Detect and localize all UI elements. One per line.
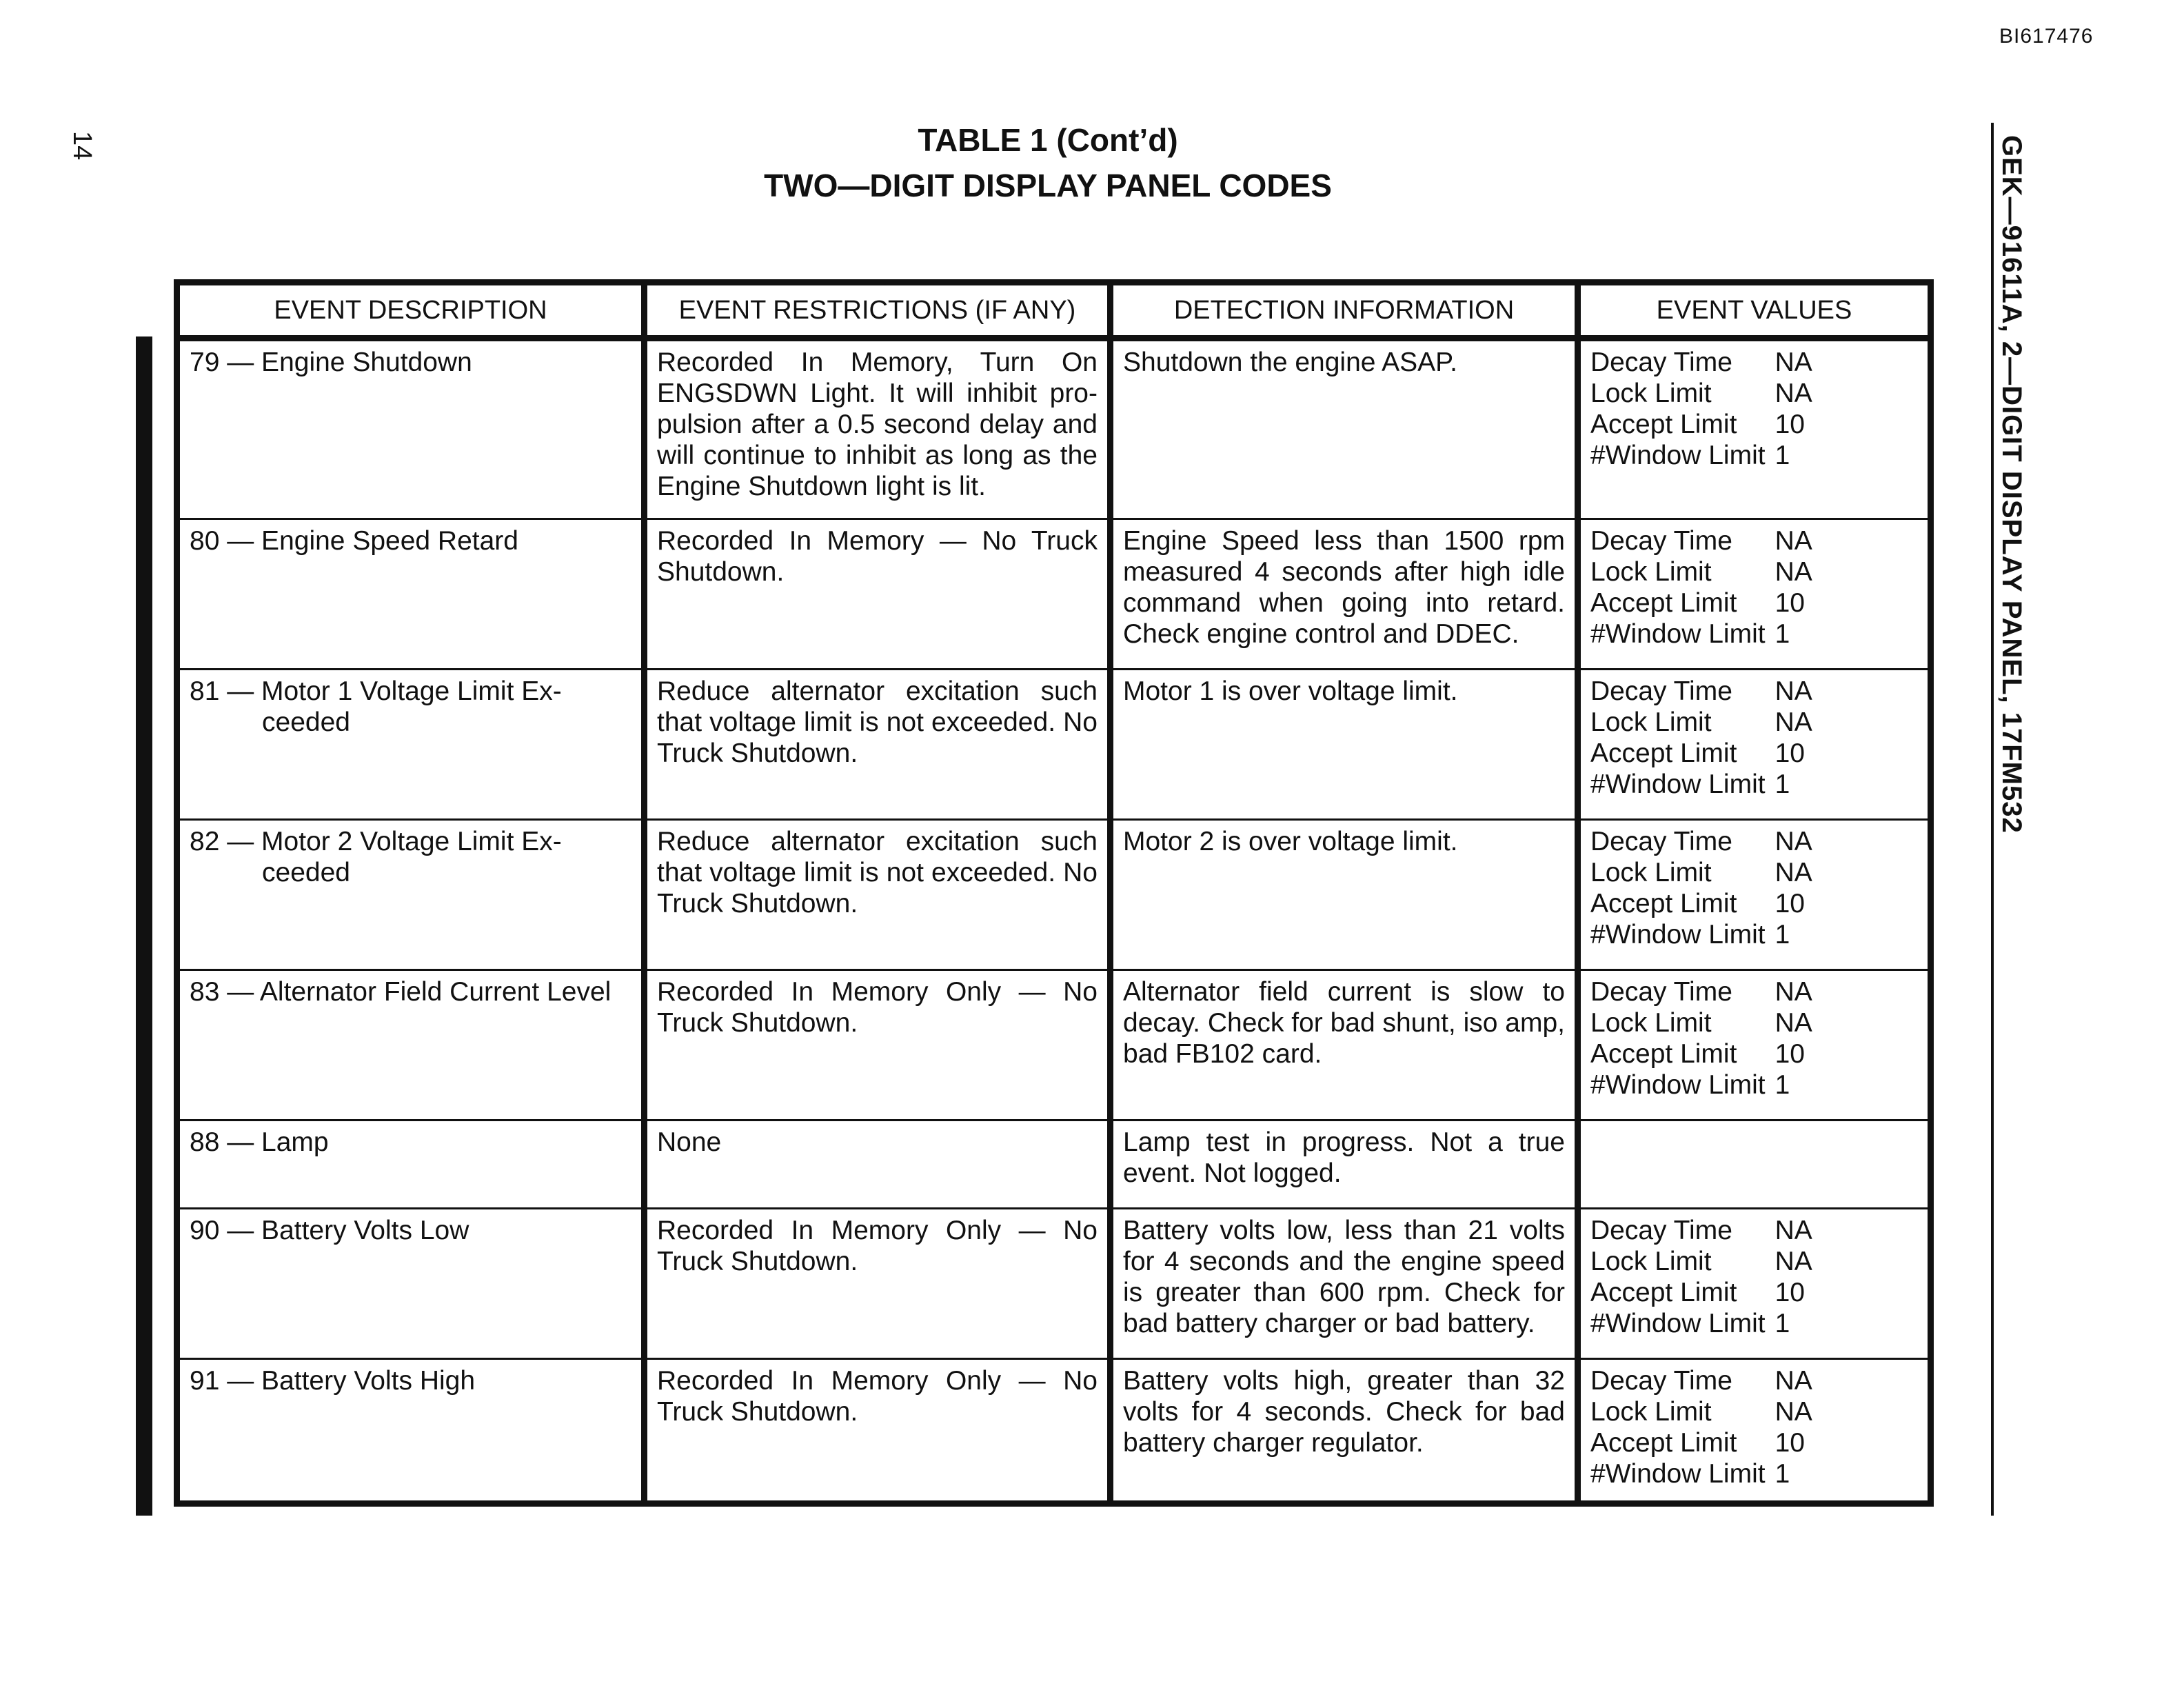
event-value-row-accept <box>1590 738 1812 769</box>
event-value: NA <box>1775 977 1812 1007</box>
event-description: 91 — Battery Volts High <box>190 1366 476 1396</box>
event-value-row-lock <box>1590 707 1812 738</box>
event-values-cell <box>1578 339 1931 519</box>
event-value-row-lock <box>1590 1396 1812 1427</box>
event-value: NA <box>1775 1247 1812 1276</box>
event-values-cell <box>1578 519 1931 670</box>
event-value: 10 <box>1775 1278 1805 1307</box>
event-restrictions: Reduce alternator excitation such that voltage limit is not exceeded. No Truck Shutdown. <box>645 670 1111 820</box>
event-value-label: Accept Limit <box>1590 1428 1737 1458</box>
event-values <box>1590 976 1812 1101</box>
event-description: 80 — Engine Speed Retard <box>190 526 518 556</box>
event-value: 1 <box>1775 920 1790 950</box>
event-value-label: Decay Time <box>1590 1366 1732 1396</box>
event-description: 88 — Lamp <box>190 1127 329 1157</box>
event-value-label: Accept Limit <box>1590 738 1737 768</box>
event-restrictions: Recorded In Memory — No Truck Shutdown. <box>645 519 1111 670</box>
page-number: 14 <box>68 131 97 161</box>
detection-information: Alternator field current is slow to decay. Check for bad shunt, iso amp, bad FB102 card. <box>1111 970 1578 1121</box>
event-value-row-accept <box>1590 1277 1812 1308</box>
event-description-cell <box>177 339 645 519</box>
event-description: 82 — Motor 2 Voltage Limit Ex-ceeded <box>190 827 562 887</box>
event-value-label: Accept Limit <box>1590 889 1737 918</box>
event-value-label: Decay Time <box>1590 1216 1732 1245</box>
event-value: NA <box>1775 827 1812 856</box>
event-description: 81 — Motor 1 Voltage Limit Ex-ceeded <box>190 676 562 737</box>
event-description-cell <box>177 970 645 1121</box>
event-value-label: #Window Limit <box>1590 920 1766 950</box>
event-description-cell <box>177 820 645 970</box>
event-value: 1 <box>1775 1070 1790 1100</box>
event-value-row-window <box>1590 1458 1812 1489</box>
event-value-label: #Window Limit <box>1590 1309 1766 1338</box>
event-restrictions: Recorded In Memory Only — No Truck Shutdown. <box>645 970 1111 1121</box>
detection-information: Lamp test in progress. Not a true event. Not logged. <box>1111 1121 1578 1209</box>
event-value-row-lock <box>1590 1007 1812 1038</box>
event-value-row-lock <box>1590 378 1812 409</box>
event-values <box>1590 826 1812 950</box>
event-value-row-decay <box>1590 826 1812 857</box>
table-row <box>177 1359 1931 1504</box>
event-value-label: Decay Time <box>1590 348 1732 377</box>
event-value-label: Lock Limit <box>1590 379 1712 408</box>
event-value: 10 <box>1775 410 1805 439</box>
event-values-cell <box>1578 1121 1931 1209</box>
table-row <box>177 1209 1931 1359</box>
event-value-row-decay <box>1590 347 1812 378</box>
header-event-restrictions: EVENT RESTRICTIONS (IF ANY) <box>645 283 1111 339</box>
revision-change-bar <box>136 336 152 1516</box>
event-value-label: Lock Limit <box>1590 707 1712 737</box>
table-title-line-1: TABLE 1 (Cont’d) <box>918 122 1178 158</box>
display-panel-codes-table <box>174 279 1934 1507</box>
event-value-label: Decay Time <box>1590 977 1732 1007</box>
table-row <box>177 339 1931 519</box>
event-value: NA <box>1775 379 1812 408</box>
detection-information: Motor 2 is over voltage limit. <box>1111 820 1578 970</box>
event-description-cell <box>177 1209 645 1359</box>
event-value-row-accept <box>1590 409 1812 440</box>
event-value-row-lock <box>1590 1246 1812 1277</box>
event-value: 1 <box>1775 441 1790 470</box>
event-description: 90 — Battery Volts Low <box>190 1216 469 1245</box>
table-row <box>177 820 1931 970</box>
event-values <box>1590 347 1812 471</box>
event-value: 10 <box>1775 1039 1805 1069</box>
event-value-row-accept <box>1590 587 1812 619</box>
event-values-cell <box>1578 970 1931 1121</box>
event-value: NA <box>1775 1216 1812 1245</box>
event-restrictions: Reduce alternator excitation such that voltage limit is not exceeded. No Truck Shutdown. <box>645 820 1111 970</box>
event-value: 10 <box>1775 1428 1805 1458</box>
event-value-row-decay <box>1590 1365 1812 1396</box>
event-description-cell <box>177 1359 645 1504</box>
event-value-label: #Window Limit <box>1590 1459 1766 1489</box>
event-value-row-window <box>1590 769 1812 800</box>
event-value: NA <box>1775 1008 1812 1038</box>
event-values-cell <box>1578 1359 1931 1504</box>
side-rule <box>1991 123 1994 1516</box>
event-value: 10 <box>1775 738 1805 768</box>
event-value: 10 <box>1775 588 1805 618</box>
event-value-label: Accept Limit <box>1590 410 1737 439</box>
event-value-label: Decay Time <box>1590 827 1732 856</box>
table-row <box>177 670 1931 820</box>
table-title <box>0 117 2096 208</box>
event-values-cell <box>1578 670 1931 820</box>
table-row <box>177 970 1931 1121</box>
header-event-values: EVENT VALUES <box>1578 283 1931 339</box>
event-value-label: Accept Limit <box>1590 1039 1737 1069</box>
event-value-label: #Window Limit <box>1590 441 1766 470</box>
event-value: NA <box>1775 557 1812 587</box>
event-value-row-window <box>1590 440 1812 471</box>
header-event-description: EVENT DESCRIPTION <box>177 283 645 339</box>
detection-information: Engine Speed less than 1500 rpm measured 4 seconds after high idle command when going into retard. Check engine control and DDEC. <box>1111 519 1578 670</box>
event-value: 1 <box>1775 1309 1790 1338</box>
event-value-label: Lock Limit <box>1590 1247 1712 1276</box>
event-value-label: #Window Limit <box>1590 770 1766 799</box>
event-value-row-decay <box>1590 1215 1812 1246</box>
event-description-cell <box>177 519 645 670</box>
event-value-label: Lock Limit <box>1590 557 1712 587</box>
event-value-label: Lock Limit <box>1590 1008 1712 1038</box>
event-description-cell <box>177 1121 645 1209</box>
event-value: NA <box>1775 348 1812 377</box>
event-value-label: Lock Limit <box>1590 1397 1712 1427</box>
event-values <box>1590 525 1812 650</box>
detection-information: Battery volts low, less than 21 volts for 4 seconds and the engine speed is greater than 600 rpm. Check for bad battery charger or bad battery. <box>1111 1209 1578 1359</box>
event-value-row-accept <box>1590 1427 1812 1458</box>
event-description: 83 — Alternator Field Current Level <box>190 977 611 1007</box>
header-detection-information: DETECTION INFORMATION <box>1111 283 1578 339</box>
event-value: 1 <box>1775 770 1790 799</box>
event-values <box>1590 1215 1812 1339</box>
event-values <box>1590 1365 1812 1489</box>
event-restrictions: Recorded In Memory Only — No Truck Shutdown. <box>645 1209 1111 1359</box>
event-value-row-accept <box>1590 1038 1812 1069</box>
event-value-row-window <box>1590 1308 1812 1339</box>
event-restrictions: Recorded In Memory, Turn On ENGSDWN Light. It will inhibit pro-pulsion after a 0.5 second delay and will continue to inhibit as long as the Engine Shutdown light is lit. <box>645 339 1111 519</box>
event-value-row-window <box>1590 619 1812 650</box>
event-value-label: Lock Limit <box>1590 858 1712 887</box>
detection-information: Motor 1 is over voltage limit. <box>1111 670 1578 820</box>
event-value: NA <box>1775 858 1812 887</box>
event-value: NA <box>1775 1397 1812 1427</box>
event-value-row-lock <box>1590 556 1812 587</box>
event-restrictions: Recorded In Memory Only — No Truck Shutdown. <box>645 1359 1111 1504</box>
event-description: 79 — Engine Shutdown <box>190 348 472 377</box>
document-id: BI617476 <box>1999 25 2094 48</box>
table-row <box>177 1121 1931 1209</box>
event-value: NA <box>1775 526 1812 556</box>
table-title-line-2: TWO—DIGIT DISPLAY PANEL CODES <box>764 168 1332 203</box>
event-value: NA <box>1775 707 1812 737</box>
event-value: NA <box>1775 676 1812 706</box>
event-value: NA <box>1775 1366 1812 1396</box>
event-value: 1 <box>1775 1459 1790 1489</box>
detection-information: Battery volts high, greater than 32 volts for 4 seconds. Check for bad battery charger regulator. <box>1111 1359 1578 1504</box>
event-values-cell <box>1578 820 1931 970</box>
event-value-row-decay <box>1590 676 1812 707</box>
table-row <box>177 519 1931 670</box>
event-value-row-decay <box>1590 976 1812 1007</box>
event-value-label: Accept Limit <box>1590 1278 1737 1307</box>
event-value-label: #Window Limit <box>1590 1070 1766 1100</box>
event-value-label: Decay Time <box>1590 676 1732 706</box>
event-value: 10 <box>1775 889 1805 918</box>
event-value-row-window <box>1590 919 1812 950</box>
event-values-cell <box>1578 1209 1931 1359</box>
event-restrictions: None <box>645 1121 1111 1209</box>
event-value-row-lock <box>1590 857 1812 888</box>
event-value-label: Decay Time <box>1590 526 1732 556</box>
table-header-row <box>177 283 1931 339</box>
event-value-row-accept <box>1590 888 1812 919</box>
event-value-label: Accept Limit <box>1590 588 1737 618</box>
detection-information: Shutdown the engine ASAP. <box>1111 339 1578 519</box>
event-value: 1 <box>1775 619 1790 649</box>
event-value-row-window <box>1590 1069 1812 1101</box>
side-running-title: GEK—91611A, 2—DIGIT DISPLAY PANEL, 17FM532 <box>1996 135 2027 834</box>
event-values <box>1590 676 1812 800</box>
event-description-cell <box>177 670 645 820</box>
event-value-label: #Window Limit <box>1590 619 1766 649</box>
event-value-row-decay <box>1590 525 1812 556</box>
